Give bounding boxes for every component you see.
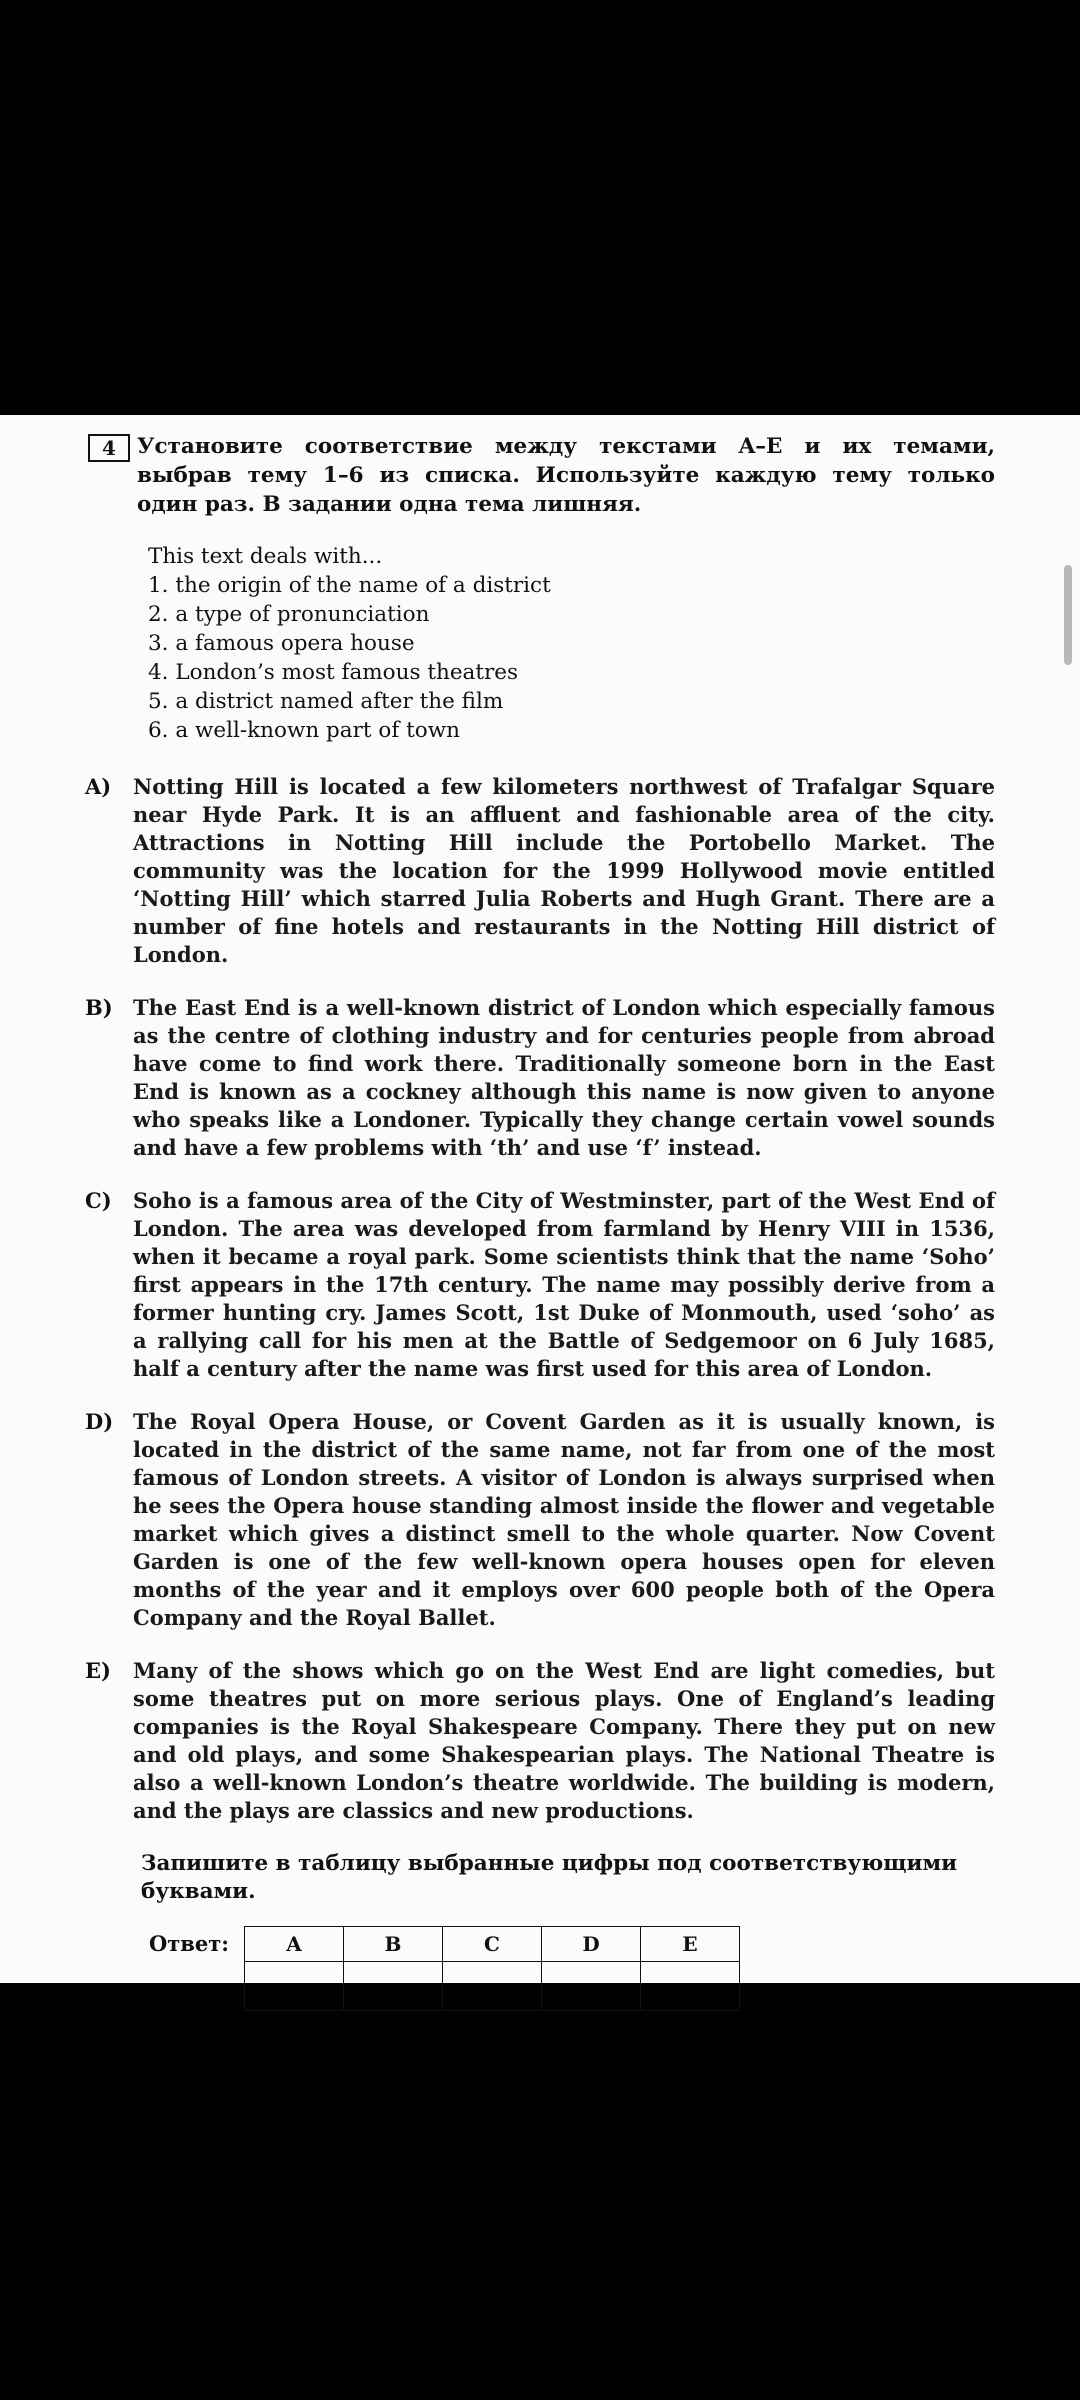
- passage-letter: C): [85, 1188, 112, 1213]
- task-instruction: Установите соответствие между текстами A–E и их темами, выбрав тему 1–6 из списка. Используйте каждую тему только один раз. В задании одна тема лишняя.: [137, 434, 995, 517]
- passage-text: Notting Hill is located a few kilometers northwest of Trafalgar Square near Hyde Park. It is an affluent and fashionable area of the city. Attractions in Notting Hill include the Portobello Market. The community was the location for the 1999 Hollywood movie entitled ‘Notting Hill’ which starred Julia Roberts and Hugh Grant. There are a number of fine hotels and restaurants in the Notting Hill district of London.: [133, 774, 995, 967]
- topic-item: 1. the origin of the name of a district: [148, 573, 551, 598]
- passage-c: [85, 1187, 995, 1383]
- answer-column-header: E: [641, 1927, 740, 1962]
- answer-table: [244, 1926, 740, 2011]
- passage-letter: D): [85, 1409, 114, 1434]
- answer-instruction: Запишите в таблицу выбранные цифры под соответствующими буквами.: [141, 1851, 958, 1904]
- answer-column-header: C: [443, 1927, 542, 1962]
- passage-text: Soho is a famous area of the City of Westminster, part of the West End of London. The area was developed from farmland by Henry VIII in 1536, when it became a royal park. Some scientists think that the name ‘Soho’ first appears in the 17th century. The name may possibly derive from a former hunting cry. James Scott, 1st Duke of Monmouth, used ‘soho’ as a rallying call for his men at the Battle of Sedgemoor on 6 July 1685, half a century after the name was first used for this area of London.: [133, 1188, 995, 1381]
- topic-item: 6. a well-known part of town: [148, 718, 460, 743]
- topic-list: [148, 571, 995, 745]
- answer-cell-a[interactable]: [245, 1962, 344, 2011]
- answer-column-header: B: [344, 1927, 443, 1962]
- passage-letter: E): [85, 1658, 111, 1683]
- answer-cell-c[interactable]: [443, 1962, 542, 2011]
- topic-item: 2. a type of pronunciation: [148, 602, 430, 627]
- answer-header-row: [245, 1927, 740, 1962]
- passage-letter: B): [85, 995, 113, 1020]
- topic-item: 4. London’s most famous theatres: [148, 660, 519, 685]
- answer-cell-b[interactable]: [344, 1962, 443, 2011]
- task-number-box: 4: [88, 434, 130, 462]
- topic-list-block: [148, 542, 995, 745]
- document-page: [0, 415, 1080, 1983]
- answer-input-row: [245, 1962, 740, 2011]
- passage-a: [85, 773, 995, 969]
- passage-text: The Royal Opera House, or Covent Garden as it is usually known, is located in the district of the same name, not far from one of the most famous of London streets. A visitor of London is always surprised when he sees the Opera house standing almost inside the flower and vegetable market which gives a distinct smell to the whole quarter. Now Covent Garden is one of the few well-known opera houses open for eleven months of the year and it employs over 600 people both of the Opera Company and the Royal Ballet.: [133, 1409, 995, 1630]
- answer-cell-e[interactable]: [641, 1962, 740, 2011]
- document-content: [85, 432, 995, 2011]
- passage-text: Many of the shows which go on the West End are light comedies, but some theatres put on more serious plays. One of England’s leading companies is the Royal Shakespeare Company. There they put on new and old plays, and some Shakespearian plays. The National Theatre is also a well-known London’s theatre worldwide. The building is modern, and the plays are classics and new productions.: [133, 1658, 995, 1823]
- passage-b: [85, 994, 995, 1162]
- passage-letter: A): [85, 774, 112, 799]
- passage-e: [85, 1657, 995, 1825]
- passage-d: [85, 1408, 995, 1632]
- answer-label: Ответ:: [149, 1931, 230, 1956]
- scrollbar-thumb[interactable]: [1064, 565, 1072, 665]
- answer-column-header: A: [245, 1927, 344, 1962]
- answer-cell-d[interactable]: [542, 1962, 641, 2011]
- passages: [85, 773, 995, 1825]
- passage-text: The East End is a well-known district of London which especially famous as the centre of clothing industry and for centuries people from abroad have come to find work there. Traditionally someone born in the East End is known as a cockney although this name is now given to anyone who speaks like a Londoner. Typically they change certain vowel sounds and have a few problems with ‘th’ and use ‘f’ instead.: [133, 995, 995, 1160]
- topic-item: 5. a district named after the film: [148, 689, 504, 714]
- topics-intro: This text deals with...: [148, 544, 383, 569]
- answer-column-header: D: [542, 1927, 641, 1962]
- answer-block: [149, 1926, 995, 2011]
- task-header: [85, 432, 995, 519]
- topic-item: 3. a famous opera house: [148, 631, 415, 656]
